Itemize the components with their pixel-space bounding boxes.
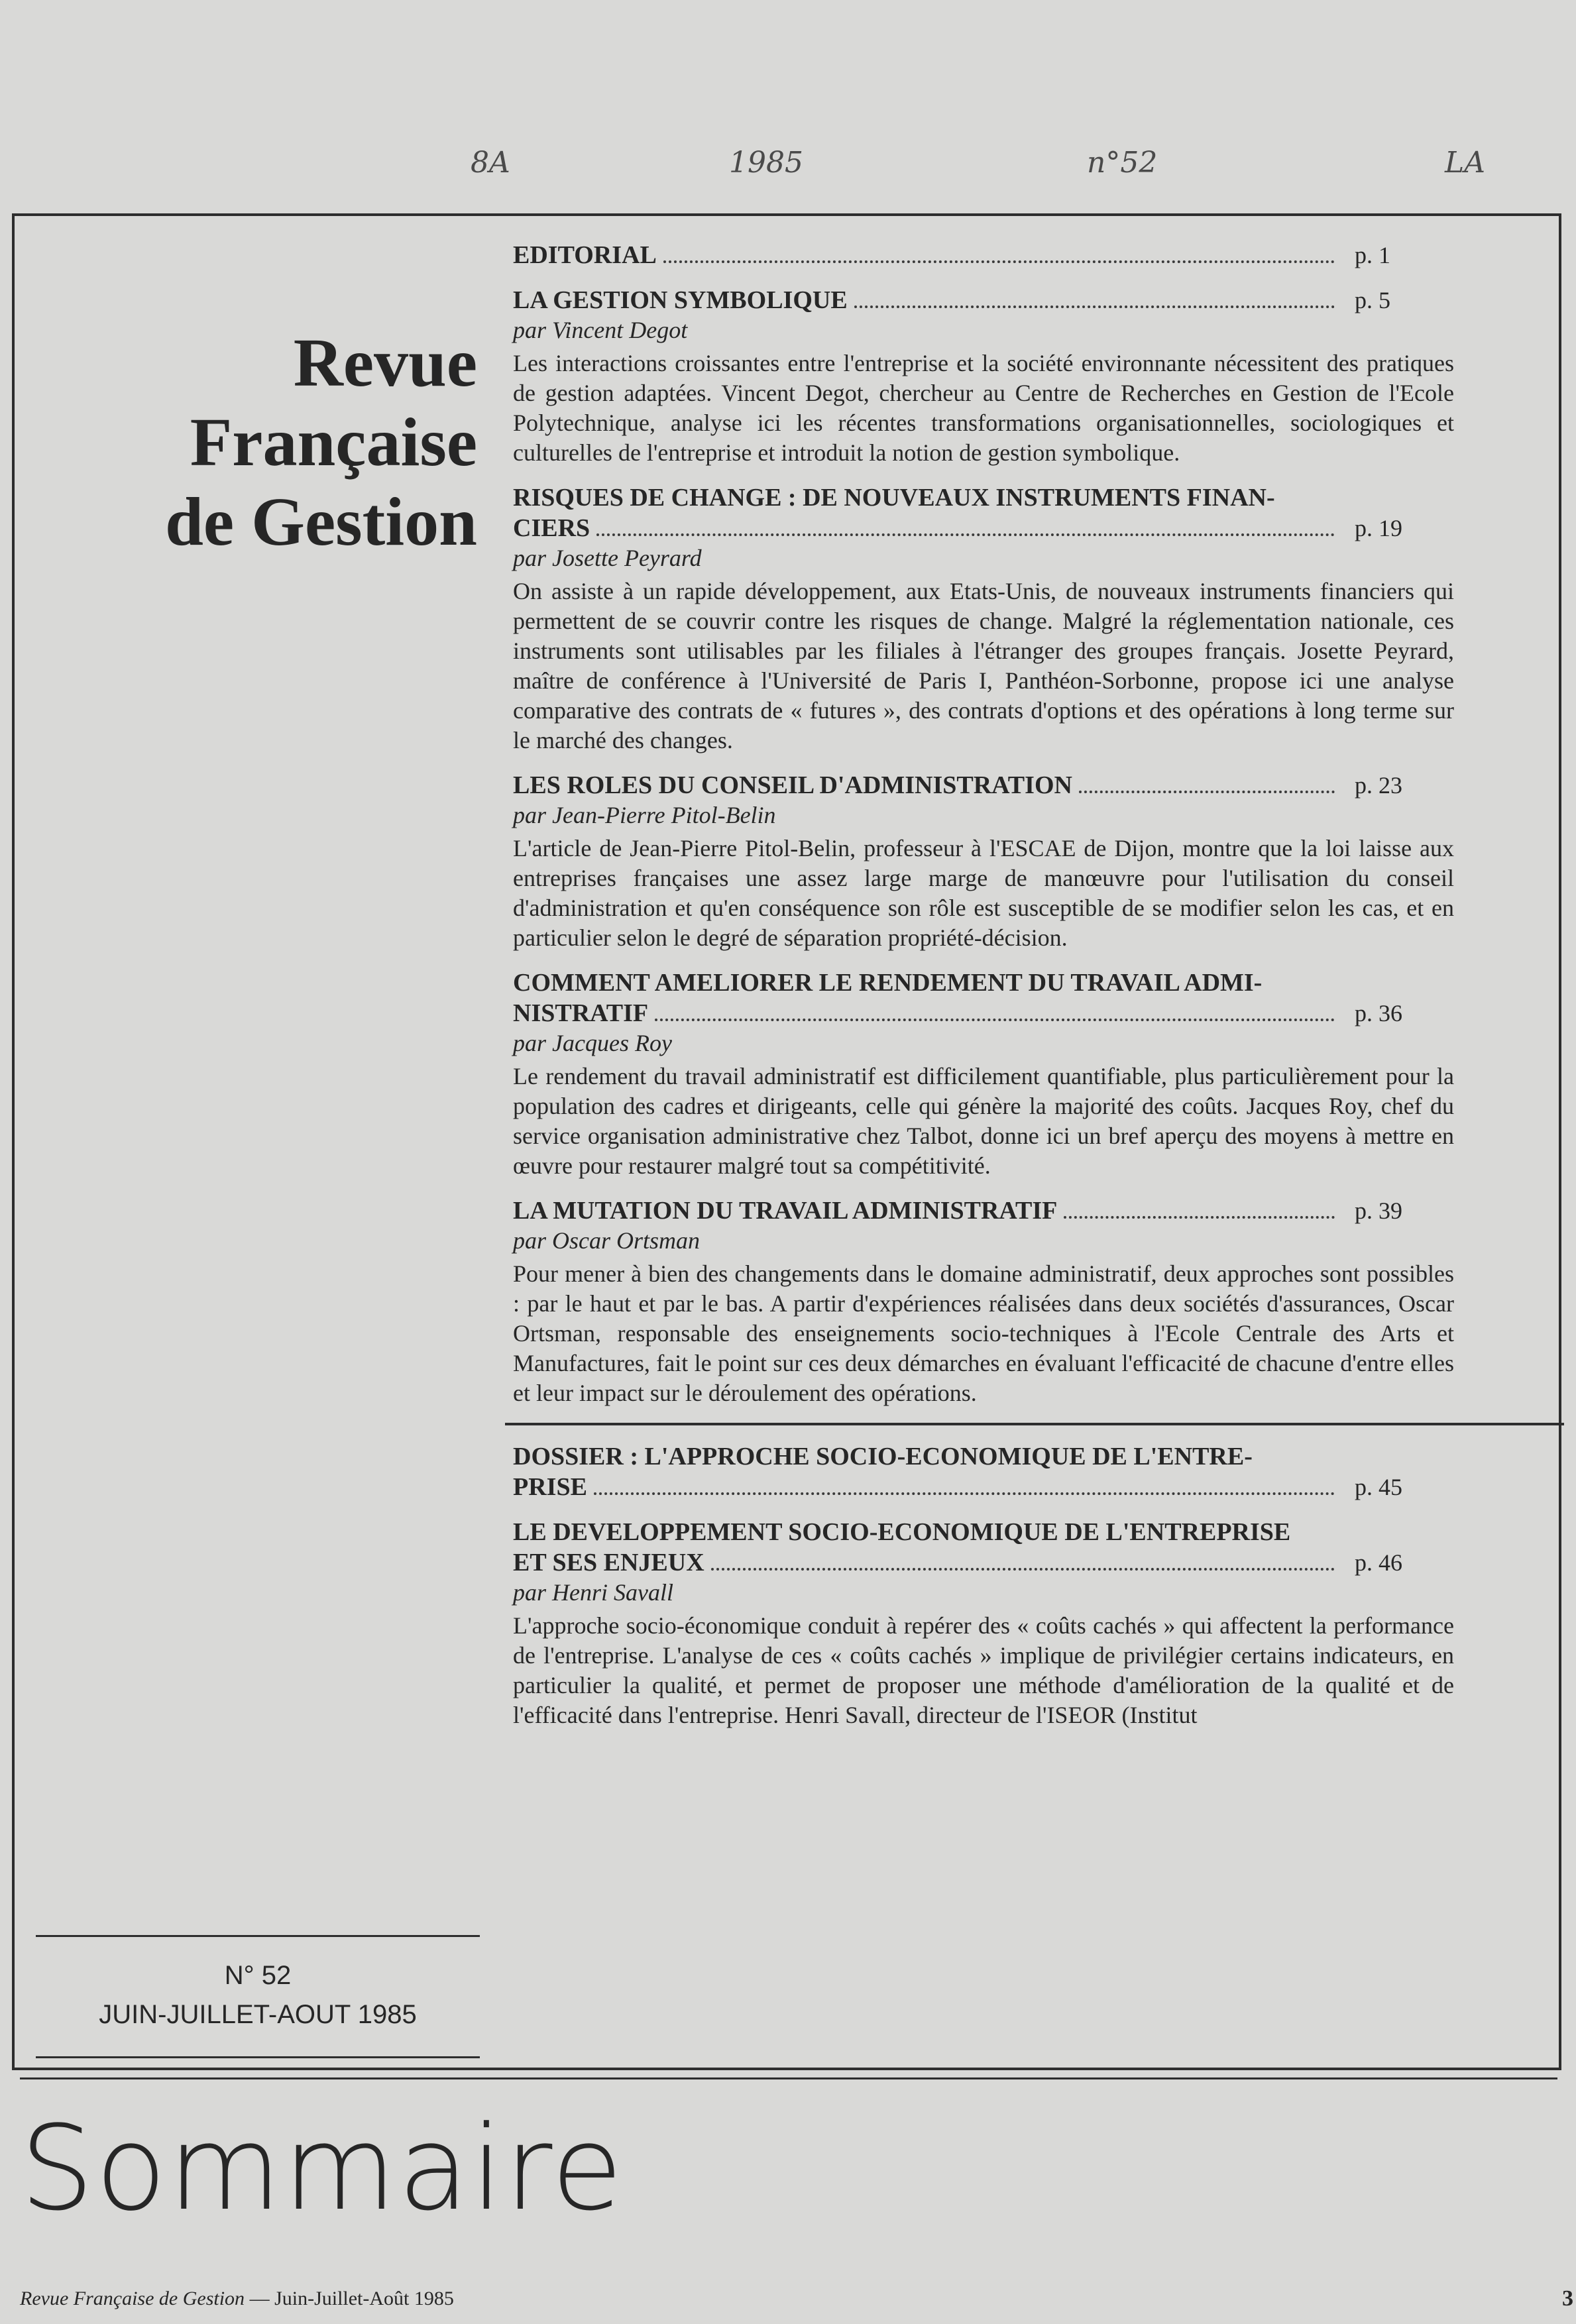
- toc-entry[interactable]: [513, 482, 1454, 755]
- toc-title: ET SES ENJEUX: [513, 1549, 704, 1577]
- toc-page: p. 23: [1355, 772, 1402, 799]
- toc-author: par Josette Peyrard: [513, 545, 702, 571]
- toc-abstract: L'article de Jean-Pierre Pitol-Belin, professeur à l'ESCAE de Dijon, montre que la loi laisse aux entreprises françaises une assez large marge de manœuvre pour l'utilisation du conseil d'administration et qu'en conséquence son rôle est susceptible de se modifier selon les cas, et en particulier selon le degré de séparation propriété-décision.: [513, 835, 1454, 951]
- toc-entry[interactable]: [513, 968, 1454, 1181]
- toc-entry[interactable]: [513, 1517, 1454, 1730]
- toc-title: EDITORIAL: [513, 241, 657, 269]
- toc-abstract: L'approche socio-économique conduit à repérer des « coûts cachés » qui affectent la performance de l'entreprise. L'analyse de ces « coûts cachés » implique de privilégier certains indicateurs, en particulier la qualité, et permet de proposer une méthode d'amélioration de la qualité et de l'efficacité dans l'entreprise. Henri Savall, directeur de l'ISEOR (Institut: [513, 1612, 1454, 1728]
- dot-leader: [1079, 791, 1335, 793]
- toc-title: PRISE: [513, 1473, 587, 1501]
- dot-leader: [854, 305, 1335, 308]
- masthead-line-3: de Gestion: [165, 484, 477, 560]
- masthead-line-2: Française: [190, 404, 477, 480]
- toc-author: par Oscar Ortsman: [513, 1227, 701, 1254]
- toc-entry[interactable]: [513, 1195, 1454, 1408]
- footer-separator: —: [245, 2288, 275, 2309]
- toc-title-first-line: RISQUES DE CHANGE : DE NOUVEAUX INSTRUMENTS FINAN-: [513, 484, 1275, 512]
- toc-page: p. 36: [1355, 1000, 1402, 1026]
- handwritten-note-4: LA: [1445, 146, 1485, 180]
- handwritten-note-3: n°52: [1087, 146, 1158, 180]
- toc-abstract: Les interactions croissantes entre l'entreprise et la société environnante nécessitent des pratiques de gestion adaptées. Vincent Degot, chercheur au Centre de Recherches en Gestion de l'Ecole Polytechnique, analyse ici les récentes transformations organisationnelles, sociologiques et culturelles de l'entreprise et introduit la notion de gestion symbolique.: [513, 350, 1454, 466]
- toc-page: p. 46: [1355, 1549, 1402, 1576]
- toc-title-first-line: COMMENT AMELIORER LE RENDEMENT DU TRAVAIL ADMI-: [513, 969, 1263, 997]
- dot-leader: [596, 533, 1335, 536]
- toc-abstract: Le rendement du travail administratif est difficilement quantifiable, plus particulièrement pour la population des cadres et dirigeants, celle qui génère la majorité des coûts. Jacques Roy, chef du service organisation administrative chez Talbot, donne ici un bref aperçu des moyens à mettre en œuvre pour restaurer malgré tout sa compétitivité.: [513, 1063, 1454, 1179]
- dot-leader: [663, 260, 1335, 263]
- handwritten-note-1: 8A: [471, 146, 510, 180]
- toc-entry[interactable]: [513, 285, 1454, 468]
- toc-author: par Jean-Pierre Pitol-Belin: [513, 802, 776, 828]
- toc-page: p. 19: [1355, 515, 1402, 541]
- toc-abstract: On assiste à un rapide développement, aux Etats-Unis, de nouveaux instruments financiers qui permettent de se couvrir contre les risques de change. Malgré la réglementation nationale, ces instruments sont utilisables par les filiales à l'étranger des groupes français. Josette Peyrard, maître de conférence à l'Université de Paris I, Panthéon-Sorbonne, propose ici une analyse comparative des contrats de « futures », des contrats d'options et des opérations à long terme sur le marché des changes.: [513, 578, 1454, 753]
- toc-entry[interactable]: [513, 240, 1454, 270]
- running-footer: [20, 2288, 454, 2310]
- dot-leader: [655, 1019, 1335, 1021]
- toc-page: p. 5: [1355, 287, 1390, 313]
- dot-leader: [711, 1568, 1335, 1571]
- toc-title: LES ROLES DU CONSEIL D'ADMINISTRATION: [513, 771, 1072, 799]
- issue-box: [36, 1935, 480, 2058]
- toc-author: par Vincent Degot: [513, 317, 688, 343]
- toc-title: CIERS: [513, 514, 591, 542]
- toc-page: p. 1: [1355, 242, 1390, 268]
- sommaire-heading: Sommaire: [20, 2101, 624, 2237]
- page-number: 3: [1562, 2286, 1573, 2311]
- section-divider: [505, 1423, 1564, 1425]
- toc-page: p. 39: [1355, 1197, 1402, 1224]
- footer-date: Juin-Juillet-Août 1985: [274, 2288, 454, 2309]
- masthead-line-1: Revue: [293, 325, 477, 401]
- toc-author: par Jacques Roy: [513, 1030, 672, 1056]
- sommaire-rule: [20, 2077, 1557, 2079]
- toc-title: LA MUTATION DU TRAVAIL ADMINISTRATIF: [513, 1197, 1058, 1225]
- toc-abstract: Pour mener à bien des changements dans le domaine administratif, deux approches sont possibles : par le haut et par le bas. A partir d'expériences réalisées dans deux sociétés d'assurances, Oscar Ortsman, responsable des enseignements socio-techniques à l'Ecole Centrale des Arts et Manufactures, fait le point sur ces deux démarches en évaluant l'efficacité de chacune d'entre elles et leur impact sur le déroulement des opérations.: [513, 1260, 1454, 1406]
- footer-journal: Revue Française de Gestion: [20, 2288, 245, 2309]
- toc-title-first-line: DOSSIER : L'APPROCHE SOCIO-ECONOMIQUE DE L'ENTRE-: [513, 1443, 1253, 1470]
- toc-title-first-line: LE DEVELOPPEMENT SOCIO-ECONOMIQUE DE L'ENTREPRISE: [513, 1518, 1291, 1546]
- toc-page: p. 45: [1355, 1474, 1402, 1500]
- issue-date: JUIN-JUILLET-AOUT 1985: [99, 2000, 417, 2029]
- toc-title: NISTRATIF: [513, 999, 649, 1027]
- toc-author: par Henri Savall: [513, 1579, 673, 1606]
- dot-leader: [594, 1492, 1335, 1495]
- toc-entry[interactable]: [513, 770, 1454, 953]
- issue-number: N° 52: [224, 1961, 292, 1990]
- handwritten-note-2: 1985: [729, 146, 803, 180]
- dot-leader: [1064, 1216, 1335, 1219]
- table-of-contents: [513, 240, 1454, 1745]
- toc-entry-dossier[interactable]: [513, 1441, 1454, 1502]
- toc-title: LA GESTION SYMBOLIQUE: [513, 286, 848, 314]
- journal-masthead: [165, 323, 477, 562]
